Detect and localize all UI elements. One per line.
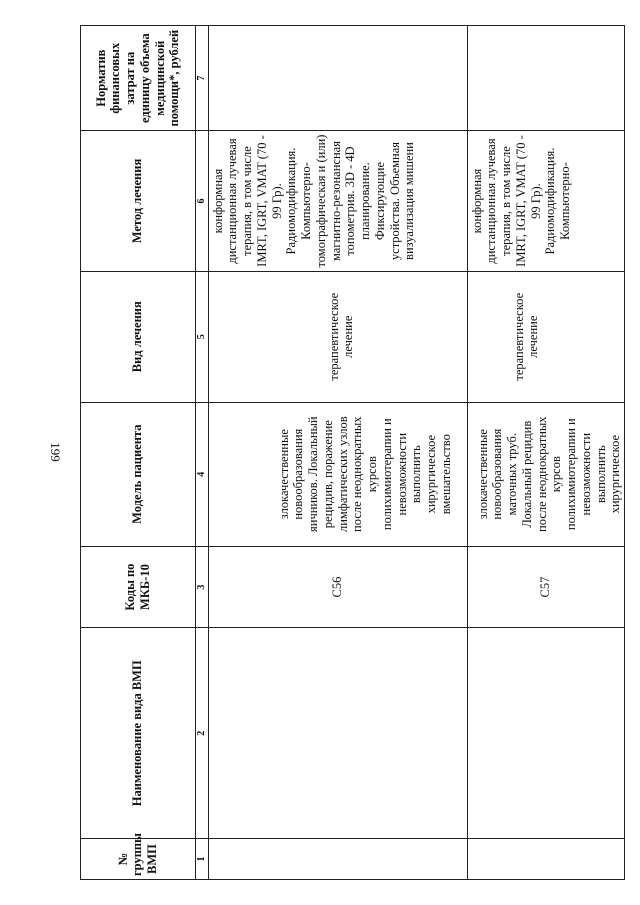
rotated-table-container: [80, 25, 625, 880]
cell-name: [467, 628, 625, 839]
table-row: [467, 26, 625, 880]
header-vmp-name: Наименование вида ВМП: [81, 628, 196, 839]
header-group-number: № группы ВМП: [81, 839, 196, 880]
cell-icd-code: C56: [208, 546, 467, 628]
column-number: 5: [195, 271, 208, 402]
header-row: [81, 26, 196, 880]
header-patient-model: Модель пациента: [81, 402, 196, 546]
cell-group: [467, 839, 625, 880]
header-icd-codes: Коды по МКБ-10: [81, 546, 196, 628]
cell-icd-code: C57: [467, 546, 625, 628]
cell-patient-model: злокачественные новообразования маточных труб. Локальный рецидив после неоднократных курсов полихимиотерапии и невозможности выполнить хирургическое: [467, 402, 625, 546]
header-treatment-kind: Вид лечения: [81, 271, 196, 402]
column-number: 2: [195, 628, 208, 839]
cell-treatment-method: конформная дистанционная лучевая терапия, в том числе IMRT, IGRT, VMAT (70 - 99 Гр). Радиомодификация. Компьютерно-: [467, 131, 625, 271]
column-number: 6: [195, 131, 208, 271]
header-cost-standard: Норматив финансовых затрат на единицу объема медицинской помощи*, рублей: [81, 26, 196, 131]
column-number-row: [195, 26, 208, 880]
header-treatment-method: Метод лечения: [81, 131, 196, 271]
page-number: 199: [48, 442, 63, 462]
cell-treatment-kind: терапевтическое лечение: [467, 271, 625, 402]
vmp-table: [80, 25, 625, 880]
cell-cost: [208, 26, 467, 131]
cell-group: [208, 839, 467, 880]
column-number: 7: [195, 26, 208, 131]
column-number: 4: [195, 402, 208, 546]
cell-patient-model: злокачественные новообразования яичников. Локальный рецидив, поражение лимфатических узлов после неоднократных курсов полихимиотерапии и невозможности выполнить хирургическое вмешательство: [208, 402, 467, 546]
cell-cost: [467, 26, 625, 131]
table-row: [208, 26, 467, 880]
column-number: 3: [195, 546, 208, 628]
cell-name: [208, 628, 467, 839]
cell-treatment-method: конформная дистанционная лучевая терапия, в том числе IMRT, IGRT, VMAT (70 - 99 Гр). Радиомодификация. Компьютерно-томографическая и (или) магнитно-резонансная топометрия. 3D - 4D планирование. Фиксирующие устройства. Объемная визуализация мишени: [208, 131, 467, 271]
cell-treatment-kind: терапевтическое лечение: [208, 271, 467, 402]
column-number: 1: [195, 839, 208, 880]
